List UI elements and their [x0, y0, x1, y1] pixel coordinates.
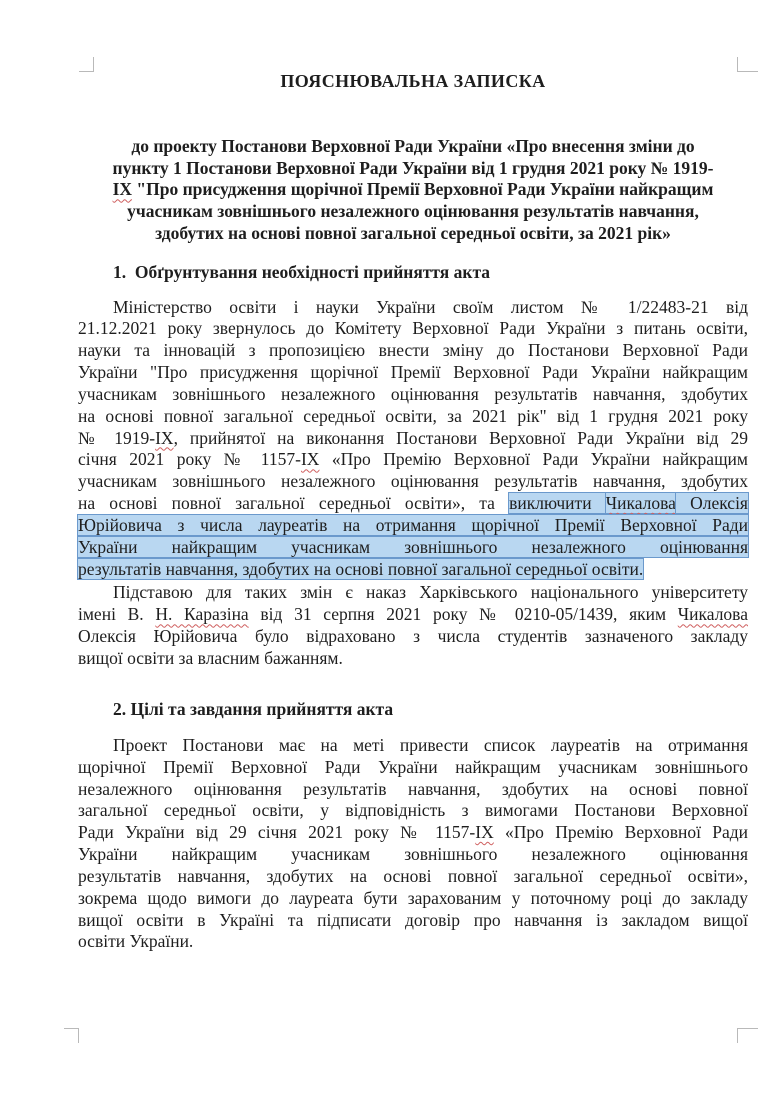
text-segment: учасникам зовнішнього незалежного оцінювання результатів навчання, [127, 201, 699, 222]
text-line [78, 471, 748, 493]
text-line [78, 340, 748, 362]
misspelled-word: ІХ [475, 822, 494, 843]
text-line [78, 648, 748, 670]
text-segment: Проект Постанови має на меті привести список лауреатів на отримання [113, 734, 748, 755]
text-segment: «Про Премію Верховної Ради [493, 822, 748, 843]
text-line [78, 136, 748, 158]
text-segment: учасникам зовнішнього незалежного оцінювання результатів навчання, здобутих [78, 471, 748, 492]
text-line [78, 362, 748, 384]
misspelled-word: ІХ [300, 449, 320, 470]
text-segment: зокрема щодо вимоги до лауреата бути зарахованим у поточному році до закладу [78, 887, 748, 908]
misspelled-word: Чикалова [677, 604, 748, 625]
text-line [78, 844, 748, 866]
text-line [78, 931, 748, 953]
text-segment: Підставою для таких змін є наказ Харківського національного університету [113, 582, 748, 603]
text-line [78, 735, 748, 757]
document-subtitle [78, 136, 748, 245]
highlighted-text: Юрійовича з числа лауреатів на отримання щорічної Премії Верховної Ради [78, 514, 748, 535]
text-segment: незалежного оцінювання результатів навчання, здобутих на основі повної [78, 778, 748, 799]
document-title: ПОЯСНЮВАЛЬНА ЗАПИСКА [280, 71, 546, 91]
text-segment: 21.12.2021 року звернулось до Комітету Верховної Ради України з питань освіти, [78, 318, 748, 339]
text-segment: учасникам зовнішнього незалежного оцінювання результатів навчання, здобутих [78, 383, 748, 404]
text-segment: щорічної Премії Верховної Ради України найкращим учасникам зовнішнього [78, 756, 748, 777]
misspelled-word: ІХ [112, 179, 133, 200]
text-segment: до проекту Постанови Верховної Ради України «Про внесення зміни до [131, 136, 695, 156]
section-heading: 2. Цілі та завдання прийняття акта [113, 698, 394, 719]
text-line [78, 515, 748, 537]
text-line [78, 779, 748, 801]
text-line [78, 604, 748, 626]
highlighted-text: Олексія [675, 493, 748, 514]
text-segment: пункту 1 Постанови Верховної Ради України від 1 грудня 2021 року № 1919- [112, 157, 714, 178]
text-segment: освіти України. [78, 931, 194, 952]
text-line [78, 406, 748, 428]
text-segment: імені В. [78, 604, 156, 625]
misspelled-word: ІХ [155, 427, 174, 448]
highlighted-text: України найкращим учасникам зовнішнього незалежного оцінювання [78, 536, 748, 557]
text-line [78, 822, 748, 844]
text-segment: «Про Премію Верховної Ради України найкращим [319, 449, 748, 470]
text-line [78, 537, 748, 559]
text-line [78, 318, 748, 340]
text-line [78, 910, 748, 932]
text-line [78, 297, 748, 319]
text-segment: вищої освіти в Україні та підписати договір про навчання із закладом вищої [78, 909, 748, 930]
text-line [78, 559, 748, 581]
text-line [78, 582, 748, 604]
text-segment: результатів навчання, здобутих на основі повної загальної середньої освіти», [78, 865, 748, 886]
paragraph [78, 735, 748, 953]
text-segment: Ради України від 29 січня 2021 року № 1157- [78, 822, 476, 843]
text-segment: Міністерство освіти і науки України своїм листом № 1/22483-21 від [113, 296, 748, 317]
text-segment: науки та інновацій з пропозицією внести зміну до Постанови Верховної Ради [78, 340, 748, 361]
crop-mark-bottom-left-icon [64, 1028, 79, 1043]
document-content [78, 0, 748, 953]
paragraph [78, 582, 748, 669]
paragraph [78, 297, 748, 581]
text-segment: Олексія Юрійовича було відраховано з числа студентів зазначеного закладу [78, 626, 748, 647]
text-line [78, 493, 748, 515]
crop-mark-bottom-right-icon [737, 1028, 758, 1043]
highlighted-text: Чикалова [605, 493, 676, 514]
text-line [78, 626, 748, 648]
text-line [78, 201, 748, 223]
text-segment: на основі повної загальної середньої освіти», та [78, 493, 510, 514]
misspelled-word: Н. Каразіна [155, 604, 249, 625]
text-segment: "Про присудження щорічної Премії Верховної Ради України найкращим [132, 179, 714, 200]
text-line [78, 384, 748, 406]
text-segment: на основі повної загальної середньої освіти, за 2021 рік" від 1 грудня 2021 року [78, 405, 748, 426]
text-segment: здобутих на основі повної загальної середньої освіти, за 2021 рік» [155, 222, 671, 243]
text-segment: України "Про присудження щорічної Премії Верховної Ради України найкращим [78, 362, 748, 383]
text-line [78, 428, 748, 450]
text-segment: вищої освіти за власним бажанням. [78, 648, 343, 669]
text-line [78, 866, 748, 888]
section-heading: 1. Обґрунтування необхідності прийняття акта [113, 261, 491, 282]
text-line [78, 223, 748, 245]
text-segment: від 31 серпня 2021 року № 0210-05/1439, яким [248, 604, 678, 625]
text-line [78, 449, 748, 471]
highlighted-text: виключити [509, 493, 606, 514]
text-line [78, 158, 748, 180]
document-body [78, 261, 748, 954]
text-line [78, 179, 748, 201]
text-line [78, 800, 748, 822]
text-segment: , прийнятої на виконання Постанови Верховної Ради України від 29 [173, 427, 748, 448]
text-segment: січня 2021 року № 1157- [78, 449, 301, 470]
text-segment: України найкращим учасникам зовнішнього незалежного оцінювання [78, 844, 748, 865]
text-segment: загальної середньої освіти, у відповідність з вимогами Постанови Верховної [78, 800, 748, 821]
text-line [78, 888, 748, 910]
text-segment: № 1919- [78, 427, 156, 448]
text-line [78, 757, 748, 779]
highlighted-text: результатів навчання, здобутих на основі повної загальної середньої освіти. [78, 558, 644, 579]
